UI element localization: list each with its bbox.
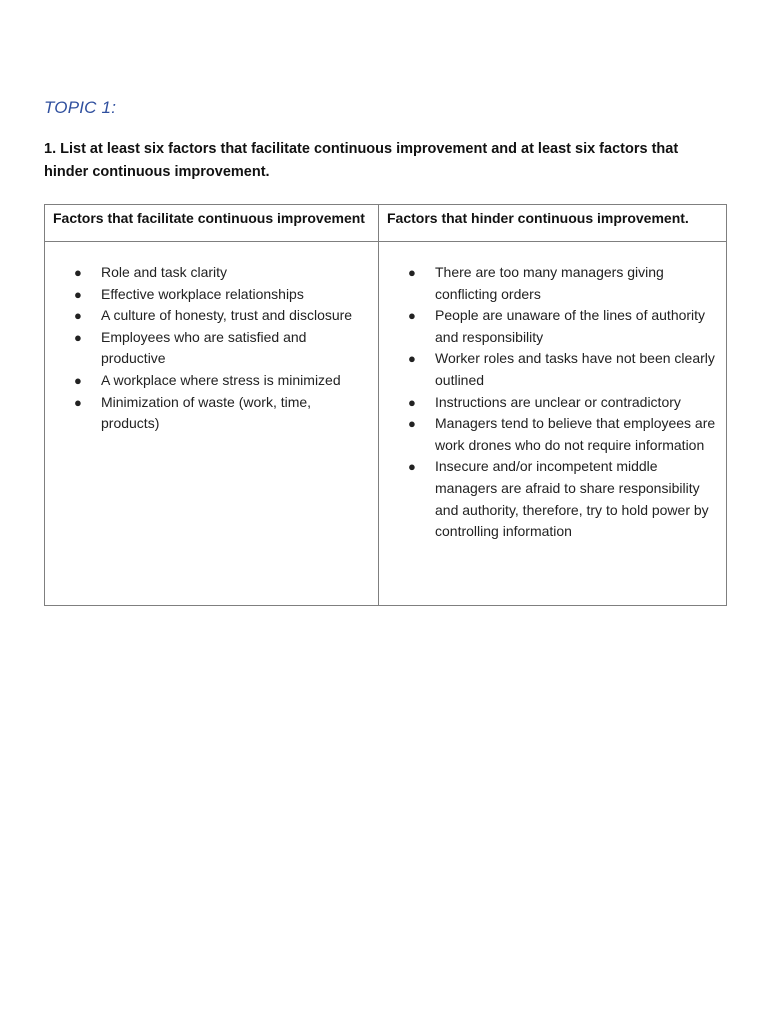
factors-table [44, 204, 727, 606]
bullet-icon: ● [408, 308, 416, 324]
list-item [387, 456, 718, 542]
list-item [387, 262, 718, 305]
hinder-item: There are too many managers giving conflicting orders [435, 264, 664, 302]
hinder-cell [379, 242, 727, 606]
hinder-list [387, 262, 718, 543]
facilitate-item: Role and task clarity [101, 264, 228, 280]
list-item [53, 284, 370, 306]
list-item [387, 392, 718, 414]
facilitate-cell [45, 242, 379, 606]
facilitate-item: A culture of honesty, trust and disclosure [101, 307, 353, 324]
bullet-icon: ● [74, 286, 82, 302]
bullet-icon: ● [74, 372, 82, 388]
bullet-icon: ● [408, 265, 416, 280]
facilitate-list [53, 262, 370, 435]
facilitate-item: Effective workplace relationships [101, 285, 304, 302]
facilitate-item: A workplace where stress is minimized [101, 371, 341, 388]
table-row [45, 242, 727, 606]
list-item [387, 413, 718, 456]
list-item [387, 305, 718, 348]
bullet-icon: ● [408, 416, 416, 432]
bullet-icon: ● [74, 265, 82, 280]
hinder-item: Instructions are unclear or contradictory [435, 393, 681, 410]
list-item [387, 348, 718, 391]
hinder-item: Worker roles and tasks have not been clearly outlined [435, 350, 715, 388]
question-text: 1. List at least six factors that facilitate continuous improvement and at least six factors that hinder continuous improvement. [44, 141, 679, 180]
hinder-item: Insecure and/or incompetent middle managers are afraid to share responsibility and authority, therefore, try to hold power by controlling information [435, 458, 709, 540]
bullet-icon: ● [74, 329, 82, 345]
facilitate-item: Minimization of waste (work, time, products) [101, 393, 312, 432]
list-item [53, 327, 370, 370]
header-facilitate: Factors that facilitate continuous improvement [45, 205, 379, 242]
list-item [53, 262, 370, 284]
list-item [53, 370, 370, 392]
table-header-row [45, 205, 727, 242]
bullet-icon: ● [74, 308, 82, 324]
header-hinder: Factors that hinder continuous improvement. [379, 205, 727, 242]
bullet-icon: ● [408, 394, 416, 410]
facilitate-item: Employees who are satisfied and productive [101, 328, 307, 367]
bullet-icon: ● [408, 351, 416, 367]
list-item [53, 305, 370, 327]
topic-heading: TOPIC 1: [44, 98, 117, 117]
bullet-icon: ● [408, 459, 416, 475]
hinder-item: People are unaware of the lines of authority and responsibility [435, 307, 706, 345]
hinder-item: Managers tend to believe that employees are work drones who do not require information [435, 415, 716, 453]
list-item [53, 392, 370, 435]
bullet-icon: ● [74, 394, 82, 410]
